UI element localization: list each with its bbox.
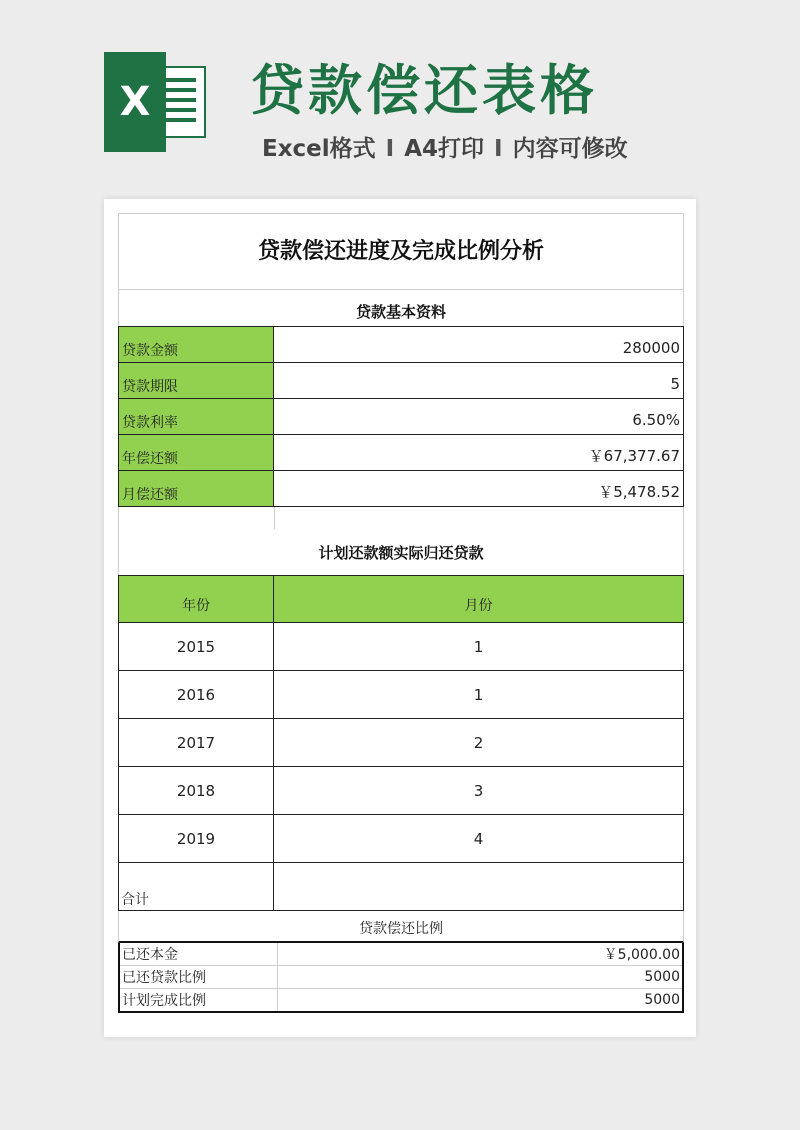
ratio-value[interactable]: 5000 <box>278 989 684 1013</box>
year-cell[interactable]: 2015 <box>119 623 274 671</box>
basic-section-title: 贷款基本资料 <box>118 289 684 326</box>
ratio-table <box>118 943 684 1013</box>
basic-label[interactable]: 贷款金额 <box>119 327 274 363</box>
ratio-value[interactable]: 5000 <box>278 966 684 989</box>
year-cell[interactable]: 2016 <box>119 671 274 719</box>
basic-label[interactable]: 年偿还额 <box>119 435 274 471</box>
ratio-value[interactable]: ￥5,000.00 <box>278 943 684 966</box>
table-row <box>119 943 683 966</box>
table-row <box>119 399 684 435</box>
basic-value[interactable]: 5 <box>274 363 684 399</box>
table-row <box>119 989 683 1013</box>
month-cell[interactable]: 1 <box>274 623 684 671</box>
table-row <box>119 471 684 507</box>
table-row <box>119 719 684 767</box>
basic-label[interactable]: 贷款利率 <box>119 399 274 435</box>
subtitle <box>262 130 628 163</box>
ratio-section-title: 贷款偿还比例 <box>118 911 684 943</box>
plan-section-title: 计划还款额实际归还贷款 <box>118 529 684 575</box>
document-paper <box>104 199 696 1037</box>
basic-label[interactable]: 月偿还额 <box>119 471 274 507</box>
total-label[interactable]: 合计 <box>119 863 274 911</box>
subtitle-format: Excel格式 <box>262 136 376 162</box>
header-month[interactable]: 月份 <box>274 576 684 623</box>
year-cell[interactable]: 2019 <box>119 815 274 863</box>
year-cell[interactable]: 2017 <box>119 719 274 767</box>
excel-letter: X <box>104 52 166 152</box>
sheet-title: 贷款偿还进度及完成比例分析 <box>118 213 684 289</box>
table-row <box>119 363 684 399</box>
basic-value[interactable]: ￥67,377.67 <box>274 435 684 471</box>
month-cell[interactable]: 4 <box>274 815 684 863</box>
total-value[interactable] <box>274 863 684 911</box>
table-row <box>119 815 684 863</box>
table-row <box>119 966 683 989</box>
subtitle-print: A4打印 <box>404 136 485 162</box>
total-row <box>119 863 684 911</box>
basic-value[interactable]: 280000 <box>274 327 684 363</box>
ratio-label[interactable]: 已还本金 <box>119 943 278 966</box>
plan-table <box>118 575 684 911</box>
subtitle-separator: I <box>385 136 395 162</box>
basic-info-table <box>118 326 684 507</box>
month-cell[interactable]: 2 <box>274 719 684 767</box>
table-row <box>119 671 684 719</box>
subtitle-separator: I <box>494 136 503 162</box>
spacer-row <box>118 507 684 529</box>
subtitle-editable: 内容可修改 <box>512 136 628 162</box>
table-row <box>119 435 684 471</box>
basic-value[interactable]: ￥5,478.52 <box>274 471 684 507</box>
table-row <box>119 623 684 671</box>
ratio-label[interactable]: 计划完成比例 <box>119 989 278 1013</box>
month-cell[interactable]: 3 <box>274 767 684 815</box>
month-cell[interactable]: 1 <box>274 671 684 719</box>
table-row <box>119 767 684 815</box>
excel-logo-icon <box>104 52 206 152</box>
table-row <box>119 327 684 363</box>
year-cell[interactable]: 2018 <box>119 767 274 815</box>
spreadsheet <box>118 213 684 1013</box>
page-title: 贷款偿还表格 <box>250 59 598 122</box>
ratio-label[interactable]: 已还贷款比例 <box>119 966 278 989</box>
header-year[interactable]: 年份 <box>119 576 274 623</box>
basic-value[interactable]: 6.50% <box>274 399 684 435</box>
basic-label[interactable]: 贷款期限 <box>119 363 274 399</box>
table-header-row <box>119 576 684 623</box>
